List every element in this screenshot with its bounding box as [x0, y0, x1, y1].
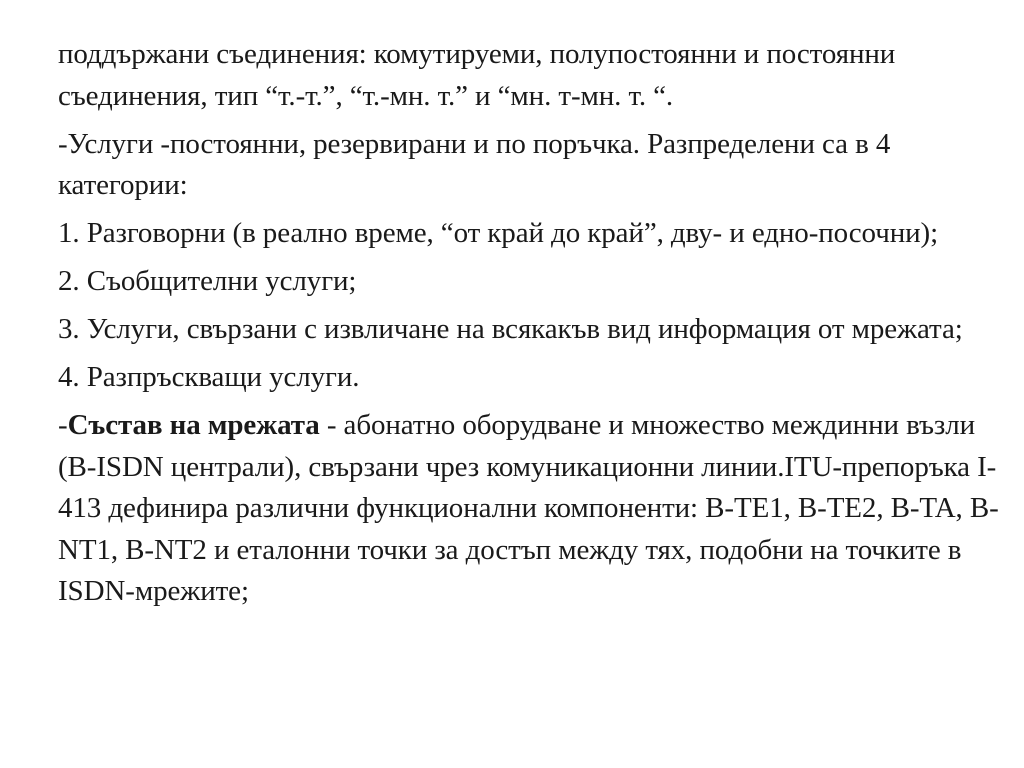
list-item-conversational: 1. Разговорни (в реално време, “от край до край”, дву- и едно-посочни);: [58, 217, 939, 249]
paragraph-network-composition: [58, 405, 1000, 613]
composition-text: - абонатно оборудване и множество междинни възли (B-ISDN централи), свързани чрез комуникационни линии.ITU-препоръка I-413 дефинира различни функционални компоненти: B-TE1, B-TE2, B-TA, B-NT1, B-NT2 и еталонни точки за достъп между тях, подобни на точките в ISDN-мрежите;: [58, 409, 999, 607]
paragraph-services-intro: -Услуги -постоянни, резервирани и по поръчка. Разпределени са в 4 категории:: [58, 127, 891, 201]
composition-heading: Състав на мрежата: [67, 409, 320, 441]
list-item-retrieval: 3. Услуги, свързани с извличане на всякакъв вид информация от мрежата;: [58, 313, 963, 345]
list-item-distribution: 4. Разпръскващи услуги.: [58, 361, 360, 393]
paragraph-connections: поддържани съединения: комутируеми, полупостоянни и постоянни съединения, тип “т.-т.”, “т.-мн. т.” и “мн. т-мн. т. “.: [58, 38, 896, 112]
composition-prefix: -: [58, 409, 68, 441]
list-item-messaging: 2. Съобщителни услуги;: [58, 265, 357, 297]
